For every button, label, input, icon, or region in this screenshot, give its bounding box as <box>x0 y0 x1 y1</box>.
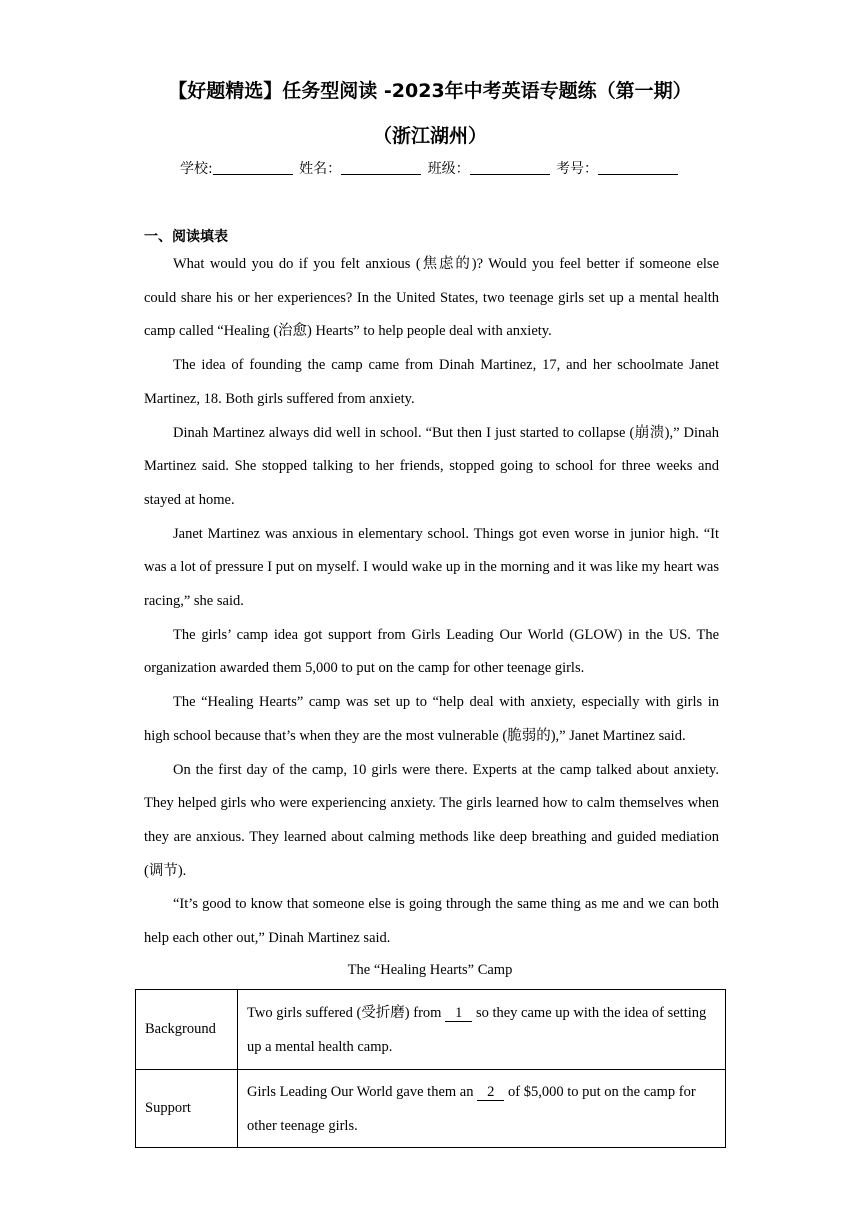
reading-passage <box>144 248 719 956</box>
table-row <box>136 1070 726 1148</box>
passage-paragraph: Janet Martinez was anxious in elementary school. Things got even worse in junior high. “It was a lot of pressure I put on myself. I would wake up in the morning and it was like my heart was racing,” she said. <box>144 525 719 610</box>
passage-paragraph: The girls’ camp idea got support from Girls Leading Our World (GLOW) in the US. The organization awarded them 5,000 to put on the camp for other teenage girls. <box>144 626 719 677</box>
row-label: Background <box>136 990 238 1070</box>
passage-paragraph: “It’s good to know that someone else is going through the same thing as me and we can both help each other out,” Dinah Martinez said. <box>144 896 719 947</box>
student-info-line <box>0 158 860 178</box>
answer-blank-2[interactable]: 2 <box>477 1084 504 1101</box>
passage-paragraph: On the first day of the camp, 10 girls were there. Experts at the camp talked about anxiety. They helped girls who were experiencing anxiety. The girls learned how to calm themselves when they are anxious. They learned about calming methods like deep breathing and guided mediation (调节). <box>144 761 719 879</box>
class-label: 班级： <box>427 161 470 177</box>
row-content <box>238 990 726 1070</box>
name-blank[interactable] <box>341 160 421 175</box>
table-row <box>136 990 726 1070</box>
section-heading: 一、阅读填表 <box>144 229 228 245</box>
passage-paragraph: What would you do if you felt anxious (焦虑的)? Would you feel better if someone else could share his or her experiences? In the United States, two teenage girls set up a mental health camp called “Healing (治愈) Hearts” to help people deal with anxiety. <box>144 256 719 340</box>
row-text-after: of $5,000 to put on the camp for other teenage girls. <box>247 1083 696 1134</box>
page-subtitle: （浙江湖州） <box>372 125 487 147</box>
row-text-before: Girls Leading Our World gave them an <box>247 1083 478 1100</box>
passage-paragraph: Dinah Martinez always did well in school. “But then I just started to collapse (崩溃),” Dinah Martinez said. She stopped talking to her friends, stopped going to school for three weeks and stayed at home. <box>144 424 719 508</box>
fill-in-table <box>135 989 726 1148</box>
row-content <box>238 1070 726 1148</box>
row-label: Support <box>136 1070 238 1148</box>
class-blank[interactable] <box>470 160 550 175</box>
passage-paragraph: The idea of founding the camp came from Dinah Martinez, 17, and her schoolmate Janet Martinez, 18. Both girls suffered from anxiety. <box>144 357 719 407</box>
row-text-after: so they came up with the idea of setting up a mental health camp. <box>247 1004 707 1055</box>
passage-paragraph: The “Healing Hearts” camp was set up to “help deal with anxiety, especially with girls in high school because that’s when they are the most vulnerable (脆弱的),” Janet Martinez said. <box>144 694 719 744</box>
school-blank[interactable] <box>213 160 293 175</box>
exam-number-blank[interactable] <box>598 160 678 175</box>
page-title: 【好题精选】任务型阅读 -2023年中考英语专题练（第一期） <box>168 80 692 102</box>
name-label: 姓名： <box>299 161 342 177</box>
answer-blank-1[interactable]: 1 <box>445 1005 472 1022</box>
row-text-before: Two girls suffered (受折磨) from <box>247 1004 446 1021</box>
table-caption: The “Healing Hearts” Camp <box>347 962 513 978</box>
exam-number-label: 考号： <box>556 161 599 177</box>
school-label: 学校: <box>179 161 213 177</box>
